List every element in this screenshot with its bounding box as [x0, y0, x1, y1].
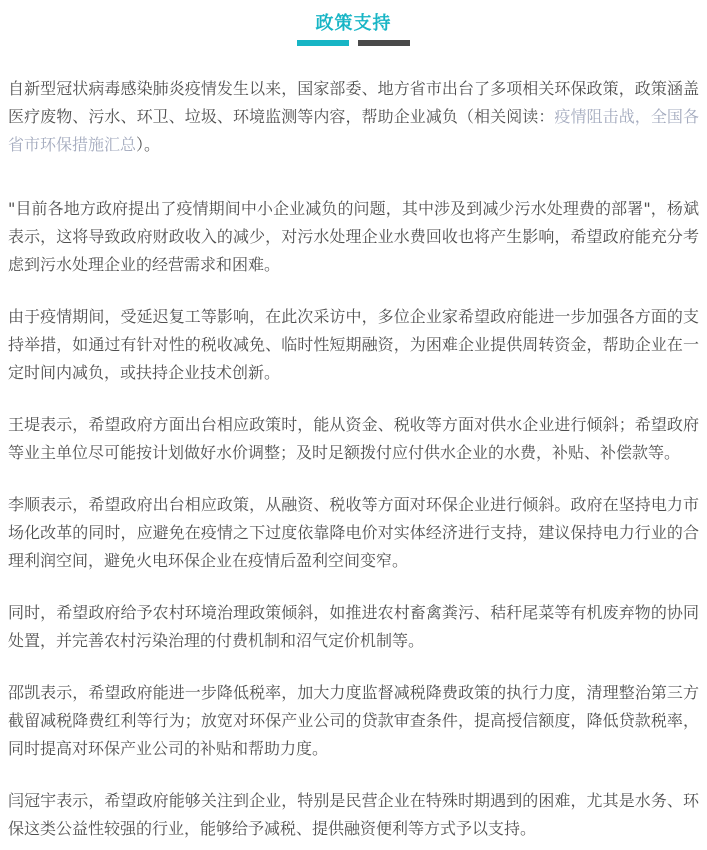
paragraph-intro — [8, 75, 699, 159]
paragraph-rural-policy: 同时，希望政府给予农村环境治理政策倾斜，如推进农村畜禽粪污、秸秆尾菜等有机废弃物的协同处置，并完善农村污染治理的付费机制和沼气定价机制等。 — [8, 603, 699, 650]
title-underline-accent-bar — [297, 40, 349, 46]
paragraph-yanguanyu-quote: 闫冠宇表示，希望政府能够关注到企业，特别是民营企业在特殊时期遇到的困难，尤其是水务、环保这类公益性较强的行业，能够给予减税、提供融资便利等方式予以支持。 — [8, 791, 699, 838]
paragraph-wangdi-quote: 王堤表示，希望政府方面出台相应政策时，能从资金、税收等方面对供水企业进行倾斜；希望政府等业主单位尽可能按计划做好水价调整；及时足额拨付应付供水企业的水费，补贴、补偿款等。 — [8, 415, 699, 462]
paragraph-text: ）。 — [136, 135, 161, 154]
paragraph-text: 自新型冠状病毒感染肺炎疫情发生以来，国家部委、地方省市出台了多项相关环保政策，政策涵盖医疗废物、污水、环卫、垃圾、环境监测等内容，帮助企业减负（相关阅读： — [8, 79, 699, 126]
paragraph-epidemic-support: 由于疫情期间，受延迟复工等影响，在此次采访中，多位企业家希望政府能进一步加强各方面的支持举措，如通过有针对性的税收减免、临时性短期融资，为困难企业提供周转资金，帮助企业在一定时间内减负，或扶持企业技术创新。 — [8, 307, 699, 382]
article-body — [0, 46, 707, 843]
paragraph-shaokai-quote: 邵凯表示，希望政府能进一步降低税率，加大力度监督减税降费政策的执行力度，清理整治第三方截留减税降费红利等行为；放宽对环保产业公司的贷款审查条件，提高授信额度，降低贷款税率，同时提高对环保产业公司的补贴和帮助力度。 — [8, 683, 699, 758]
section-title: 政策支持 — [315, 13, 392, 34]
paragraph-lishun-quote: 李顺表示，希望政府出台相应政策，从融资、税收等方面对环保企业进行倾斜。政府在坚持电力市场化改革的同时，应避免在疫情之下过度依靠降电价对实体经济进行支持，建议保持电力行业的合理利润空间，避免火电环保企业在疫情后盈利空间变窄。 — [8, 495, 699, 570]
related-reading-link[interactable]: 疫情阻击战，全国各省市环保措施汇总 — [8, 107, 699, 154]
paragraph-yangbin-quote: "目前各地方政府提出了疫情期间中小企业减负的问题，其中涉及到减少污水处理费的部署"，杨斌表示，这将导致政府财政收入的减少，对污水处理企业水费回收也将产生影响，希望政府能充分考虑到污水处理企业的经营需求和困难。 — [8, 199, 699, 274]
section-header — [0, 0, 707, 46]
title-underline-dark-bar — [358, 40, 410, 46]
